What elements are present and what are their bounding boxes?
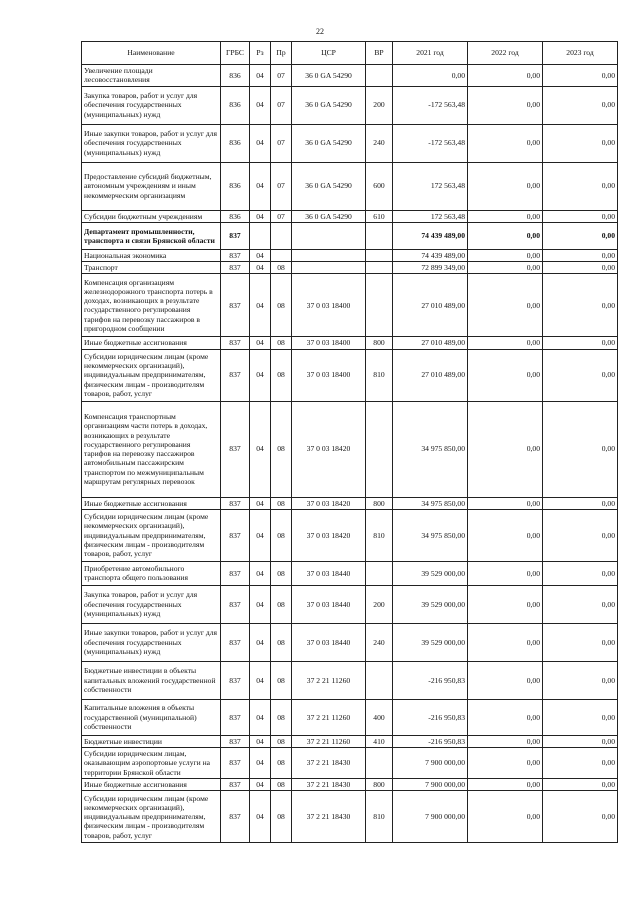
cell-csr: 36 0 GA 54290	[292, 65, 366, 87]
cell-vr	[366, 561, 393, 585]
table-row	[82, 661, 618, 699]
header-2023: 2023 год	[543, 42, 618, 65]
table-row	[82, 210, 618, 222]
cell-grbs: 837	[221, 623, 250, 661]
cell-vr: 240	[366, 623, 393, 661]
cell-name: Департамент промышленности, транспорта и связи Брянской области	[82, 222, 221, 249]
cell-rz: 04	[250, 561, 271, 585]
cell-name: Предоставление субсидий бюджетным, автономным учреждениям и иным некоммерческим организациям	[82, 162, 221, 210]
table-body	[82, 65, 618, 843]
cell-csr: 37 2 21 18430	[292, 791, 366, 843]
cell-grbs: 837	[221, 735, 250, 747]
cell-name: Иные закупки товаров, работ и услуг для обеспечения государственных (муниципальных) нужд	[82, 124, 221, 162]
cell-pr: 08	[271, 779, 292, 791]
header-grbs: ГРБС	[221, 42, 250, 65]
cell-vr: 810	[366, 791, 393, 843]
cell-2021: 7 900 000,00	[393, 791, 468, 843]
table-row	[82, 274, 618, 337]
cell-vr: 800	[366, 497, 393, 509]
cell-2023: 0,00	[543, 124, 618, 162]
cell-2021: 27 010 489,00	[393, 274, 468, 337]
cell-2022: 0,00	[468, 349, 543, 401]
cell-csr: 37 2 21 11260	[292, 735, 366, 747]
cell-2023: 0,00	[543, 222, 618, 249]
cell-rz: 04	[250, 210, 271, 222]
cell-2023: 0,00	[543, 735, 618, 747]
cell-2022: 0,00	[468, 748, 543, 779]
cell-2022: 0,00	[468, 249, 543, 261]
table-row	[82, 222, 618, 249]
cell-grbs: 837	[221, 509, 250, 561]
cell-name: Увеличение площади лесовосстановления	[82, 65, 221, 87]
cell-rz: 04	[250, 162, 271, 210]
cell-pr: 07	[271, 210, 292, 222]
cell-grbs: 837	[221, 349, 250, 401]
cell-2021: 39 529 000,00	[393, 623, 468, 661]
cell-grbs: 837	[221, 401, 250, 497]
cell-vr	[366, 222, 393, 249]
cell-csr: 37 2 21 11260	[292, 661, 366, 699]
cell-2023: 0,00	[543, 249, 618, 261]
cell-rz: 04	[250, 86, 271, 124]
table-row	[82, 86, 618, 124]
cell-grbs: 836	[221, 124, 250, 162]
cell-pr: 07	[271, 65, 292, 87]
cell-rz: 04	[250, 124, 271, 162]
cell-2022: 0,00	[468, 86, 543, 124]
cell-csr: 37 0 03 18400	[292, 337, 366, 349]
cell-name: Закупка товаров, работ и услуг для обеспечения государственных (муниципальных) нужд	[82, 585, 221, 623]
cell-2022: 0,00	[468, 274, 543, 337]
cell-pr: 08	[271, 401, 292, 497]
table-row	[82, 623, 618, 661]
cell-grbs: 837	[221, 699, 250, 735]
cell-2023: 0,00	[543, 779, 618, 791]
cell-pr: 08	[271, 274, 292, 337]
cell-2023: 0,00	[543, 210, 618, 222]
cell-grbs: 836	[221, 162, 250, 210]
cell-2021: 172 563,48	[393, 162, 468, 210]
cell-pr: 08	[271, 509, 292, 561]
cell-pr: 08	[271, 748, 292, 779]
cell-name: Приобретение автомобильного транспорта общего пользования	[82, 561, 221, 585]
cell-2023: 0,00	[543, 274, 618, 337]
cell-csr: 37 0 03 18420	[292, 509, 366, 561]
cell-pr: 08	[271, 735, 292, 747]
table-row	[82, 779, 618, 791]
cell-vr: 410	[366, 735, 393, 747]
cell-2021: -216 950,83	[393, 661, 468, 699]
cell-pr: 07	[271, 86, 292, 124]
cell-csr	[292, 222, 366, 249]
cell-csr: 37 2 21 11260	[292, 699, 366, 735]
cell-name: Субсидии юридическим лицам (кроме некоммерческих организаций), индивидуальным предпринимателям, физическим лицам - производителям товаров, работ, услуг	[82, 509, 221, 561]
table-row	[82, 748, 618, 779]
cell-grbs: 837	[221, 661, 250, 699]
cell-vr: 200	[366, 585, 393, 623]
cell-pr: 08	[271, 337, 292, 349]
cell-vr: 240	[366, 124, 393, 162]
cell-name: Иные закупки товаров, работ и услуг для обеспечения государственных (муниципальных) нужд	[82, 623, 221, 661]
cell-2022: 0,00	[468, 162, 543, 210]
cell-rz: 04	[250, 497, 271, 509]
cell-2023: 0,00	[543, 349, 618, 401]
cell-name: Иные бюджетные ассигнования	[82, 337, 221, 349]
cell-2021: 72 899 349,00	[393, 262, 468, 274]
cell-2022: 0,00	[468, 401, 543, 497]
cell-vr: 600	[366, 162, 393, 210]
cell-grbs: 837	[221, 249, 250, 261]
header-name: Наименование	[82, 42, 221, 65]
table-row	[82, 337, 618, 349]
cell-csr: 37 0 03 18420	[292, 497, 366, 509]
cell-name: Бюджетные инвестиции в объекты капитальных вложений государственной собственности	[82, 661, 221, 699]
cell-2023: 0,00	[543, 585, 618, 623]
cell-csr: 37 0 03 18400	[292, 349, 366, 401]
cell-2022: 0,00	[468, 585, 543, 623]
cell-vr	[366, 65, 393, 87]
cell-2021: 39 529 000,00	[393, 561, 468, 585]
cell-grbs: 836	[221, 86, 250, 124]
cell-vr: 610	[366, 210, 393, 222]
cell-2021: 34 975 850,00	[393, 497, 468, 509]
table-row	[82, 561, 618, 585]
cell-2023: 0,00	[543, 623, 618, 661]
cell-2023: 0,00	[543, 401, 618, 497]
table-row	[82, 791, 618, 843]
cell-grbs: 837	[221, 337, 250, 349]
cell-2022: 0,00	[468, 222, 543, 249]
cell-2021: 39 529 000,00	[393, 585, 468, 623]
table-row	[82, 509, 618, 561]
cell-2021: 74 439 489,00	[393, 222, 468, 249]
cell-grbs: 836	[221, 65, 250, 87]
cell-pr: 08	[271, 262, 292, 274]
cell-vr	[366, 249, 393, 261]
table-row	[82, 699, 618, 735]
cell-rz: 04	[250, 748, 271, 779]
cell-rz: 04	[250, 791, 271, 843]
cell-rz: 04	[250, 337, 271, 349]
cell-rz: 04	[250, 661, 271, 699]
cell-grbs: 837	[221, 748, 250, 779]
cell-vr: 800	[366, 779, 393, 791]
cell-csr: 37 0 03 18420	[292, 401, 366, 497]
cell-2023: 0,00	[543, 65, 618, 87]
table-header-row	[82, 42, 618, 65]
cell-rz: 04	[250, 509, 271, 561]
cell-2021: -216 950,83	[393, 735, 468, 747]
cell-2021: 27 010 489,00	[393, 349, 468, 401]
cell-pr	[271, 249, 292, 261]
cell-vr: 810	[366, 509, 393, 561]
cell-2022: 0,00	[468, 623, 543, 661]
cell-2021: -172 563,48	[393, 124, 468, 162]
cell-csr	[292, 262, 366, 274]
cell-vr	[366, 401, 393, 497]
cell-csr: 36 0 GA 54290	[292, 86, 366, 124]
cell-csr: 37 0 03 18400	[292, 274, 366, 337]
cell-pr: 08	[271, 791, 292, 843]
cell-rz: 04	[250, 249, 271, 261]
cell-name: Компенсация организациям железнодорожного транспорта потерь в доходах, возникающих в результате государственного регулирования тарифов на перевозку пассажиров в пригородном сообщении	[82, 274, 221, 337]
cell-2022: 0,00	[468, 337, 543, 349]
cell-rz: 04	[250, 779, 271, 791]
table-row	[82, 735, 618, 747]
cell-rz: 04	[250, 349, 271, 401]
cell-pr: 07	[271, 124, 292, 162]
cell-2023: 0,00	[543, 337, 618, 349]
cell-grbs: 837	[221, 262, 250, 274]
cell-vr: 400	[366, 699, 393, 735]
cell-2022: 0,00	[468, 262, 543, 274]
cell-2022: 0,00	[468, 509, 543, 561]
cell-2022: 0,00	[468, 210, 543, 222]
cell-csr	[292, 249, 366, 261]
cell-csr: 37 0 03 18440	[292, 585, 366, 623]
cell-name: Капитальные вложения в объекты государственной (муниципальной) собственности	[82, 699, 221, 735]
cell-pr: 08	[271, 699, 292, 735]
table-row	[82, 401, 618, 497]
cell-2022: 0,00	[468, 779, 543, 791]
cell-rz: 04	[250, 401, 271, 497]
cell-2022: 0,00	[468, 497, 543, 509]
cell-grbs: 837	[221, 222, 250, 249]
cell-vr	[366, 661, 393, 699]
table-row	[82, 162, 618, 210]
cell-2021: -172 563,48	[393, 86, 468, 124]
cell-pr: 08	[271, 623, 292, 661]
cell-csr: 36 0 GA 54290	[292, 124, 366, 162]
cell-grbs: 836	[221, 210, 250, 222]
table-row	[82, 349, 618, 401]
cell-csr: 36 0 GA 54290	[292, 162, 366, 210]
cell-2021: -216 950,83	[393, 699, 468, 735]
cell-rz	[250, 222, 271, 249]
header-rz: Рз	[250, 42, 271, 65]
cell-rz: 04	[250, 735, 271, 747]
cell-csr: 37 2 21 18430	[292, 748, 366, 779]
header-pr: Пр	[271, 42, 292, 65]
cell-name: Закупка товаров, работ и услуг для обеспечения государственных (муниципальных) нужд	[82, 86, 221, 124]
table-row	[82, 124, 618, 162]
cell-2023: 0,00	[543, 509, 618, 561]
cell-vr	[366, 748, 393, 779]
cell-2023: 0,00	[543, 699, 618, 735]
cell-2021: 74 439 489,00	[393, 249, 468, 261]
cell-pr	[271, 222, 292, 249]
cell-2023: 0,00	[543, 262, 618, 274]
cell-name: Субсидии юридическим лицам (кроме некоммерческих организаций), индивидуальным предпринимателям, физическим лицам - производителям товаров, работ, услуг	[82, 791, 221, 843]
cell-grbs: 837	[221, 585, 250, 623]
cell-name: Субсидии бюджетным учреждениям	[82, 210, 221, 222]
cell-pr: 08	[271, 497, 292, 509]
cell-csr: 37 0 03 18440	[292, 623, 366, 661]
cell-pr: 08	[271, 585, 292, 623]
cell-2023: 0,00	[543, 791, 618, 843]
cell-name: Субсидии юридическим лицам (кроме некоммерческих организаций), индивидуальным предпринимателям, физическим лицам - производителям товаров, работ, услуг	[82, 349, 221, 401]
cell-csr: 37 0 03 18440	[292, 561, 366, 585]
cell-name: Транспорт	[82, 262, 221, 274]
header-csr: ЦСР	[292, 42, 366, 65]
cell-2021: 0,00	[393, 65, 468, 87]
cell-2021: 27 010 489,00	[393, 337, 468, 349]
cell-2023: 0,00	[543, 561, 618, 585]
cell-2023: 0,00	[543, 661, 618, 699]
cell-pr: 07	[271, 162, 292, 210]
table-row	[82, 585, 618, 623]
cell-2023: 0,00	[543, 162, 618, 210]
cell-name: Национальная экономика	[82, 249, 221, 261]
header-vr: ВР	[366, 42, 393, 65]
table-row	[82, 65, 618, 87]
cell-pr: 08	[271, 561, 292, 585]
cell-name: Иные бюджетные ассигнования	[82, 779, 221, 791]
cell-rz: 04	[250, 262, 271, 274]
cell-2022: 0,00	[468, 661, 543, 699]
cell-2021: 34 975 850,00	[393, 509, 468, 561]
cell-rz: 04	[250, 623, 271, 661]
cell-csr: 37 2 21 18430	[292, 779, 366, 791]
cell-vr: 810	[366, 349, 393, 401]
cell-name: Бюджетные инвестиции	[82, 735, 221, 747]
cell-2022: 0,00	[468, 699, 543, 735]
cell-2022: 0,00	[468, 561, 543, 585]
page-number: 22	[316, 27, 324, 36]
header-2022: 2022 год	[468, 42, 543, 65]
cell-rz: 04	[250, 65, 271, 87]
cell-rz: 04	[250, 585, 271, 623]
header-2021: 2021 год	[393, 42, 468, 65]
cell-pr: 08	[271, 661, 292, 699]
cell-2023: 0,00	[543, 748, 618, 779]
cell-name: Иные бюджетные ассигнования	[82, 497, 221, 509]
cell-name: Субсидии юридическим лицам, оказывающим аэропортовые услуги на территории Брянской области	[82, 748, 221, 779]
cell-grbs: 837	[221, 779, 250, 791]
table-row	[82, 249, 618, 261]
cell-2022: 0,00	[468, 791, 543, 843]
cell-2021: 7 900 000,00	[393, 748, 468, 779]
table-row	[82, 497, 618, 509]
cell-grbs: 837	[221, 497, 250, 509]
cell-grbs: 837	[221, 274, 250, 337]
cell-grbs: 837	[221, 791, 250, 843]
cell-pr: 08	[271, 349, 292, 401]
cell-grbs: 837	[221, 561, 250, 585]
cell-vr	[366, 274, 393, 337]
table-row	[82, 262, 618, 274]
cell-2022: 0,00	[468, 65, 543, 87]
cell-vr	[366, 262, 393, 274]
cell-2023: 0,00	[543, 86, 618, 124]
cell-2023: 0,00	[543, 497, 618, 509]
cell-csr: 36 0 GA 54290	[292, 210, 366, 222]
cell-name: Компенсация транспортным организациям части потерь в доходах, возникающих в результате государственного регулирования тарифов на перевозку пассажиров автомобильным пассажирским транспортом по межмуниципальным маршрутам регулярных перевозок	[82, 401, 221, 497]
cell-2022: 0,00	[468, 124, 543, 162]
budget-table	[81, 41, 618, 843]
cell-vr: 800	[366, 337, 393, 349]
cell-2021: 7 900 000,00	[393, 779, 468, 791]
cell-rz: 04	[250, 274, 271, 337]
cell-vr: 200	[366, 86, 393, 124]
cell-2021: 172 563,48	[393, 210, 468, 222]
cell-2022: 0,00	[468, 735, 543, 747]
cell-2021: 34 975 850,00	[393, 401, 468, 497]
cell-rz: 04	[250, 699, 271, 735]
